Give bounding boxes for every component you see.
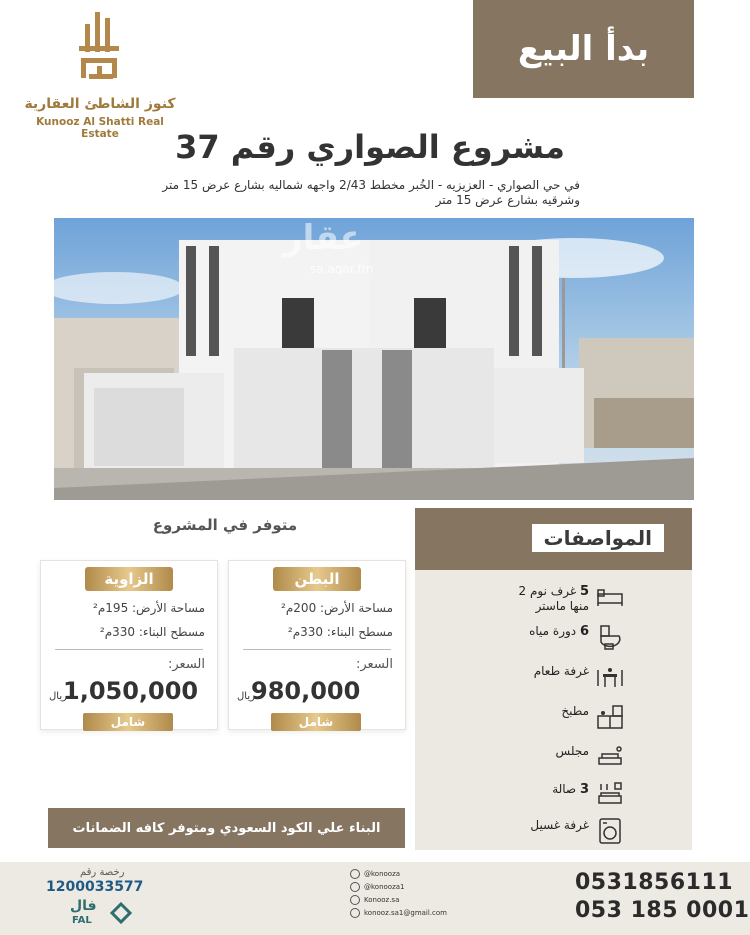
spec-text — [419, 818, 589, 832]
tiktok-icon — [350, 869, 360, 879]
fal-logo-icon — [110, 902, 132, 924]
spec-number: 3 — [579, 782, 589, 797]
spec-text — [419, 782, 589, 797]
availability-title: متوفر في المشروع — [152, 516, 298, 534]
address-line-1: في حي الصواري - العزيزيه - الخُبر مخطط 2/43 واجهه شماليه بشارع عرض 15 متر — [162, 178, 580, 192]
snapchat-icon — [350, 895, 360, 905]
watermark-ar: عقار — [283, 218, 364, 258]
spec-majlis — [415, 740, 625, 776]
fal-logo-en: FAL — [72, 915, 92, 926]
unit-card-zawia — [40, 560, 218, 730]
social-tiktok[interactable] — [350, 869, 400, 879]
bed-icon — [595, 582, 625, 612]
currency: ريال — [237, 691, 255, 702]
spec-bathrooms — [415, 620, 625, 656]
spec-dining — [415, 660, 625, 696]
sale-started-banner — [473, 0, 694, 98]
inclusive-badge: شامل — [271, 713, 361, 731]
social-snapchat[interactable] — [350, 895, 399, 905]
divider — [243, 649, 391, 650]
spec-label: دورة مياه — [529, 624, 577, 638]
sale-banner-text: بدأ البيع — [517, 29, 650, 69]
price-value: 980,000 — [251, 677, 361, 705]
currency: ريال — [49, 691, 67, 702]
unit-label: البطن — [273, 567, 361, 591]
spec-label: مجلس — [555, 744, 589, 758]
fal-logo-ar: فال — [70, 898, 97, 914]
spec-text — [419, 744, 589, 758]
villa-illustration — [54, 218, 694, 500]
spec-text — [419, 584, 589, 613]
license-label: رخصة رقم — [80, 867, 125, 878]
guarantee-banner: البناء علي الكود السعودي ومتوفر كافه الضمانات — [48, 808, 405, 848]
spec-kitchen — [415, 700, 625, 736]
specs-header — [415, 508, 692, 570]
license-number: 1200033577 — [46, 879, 144, 895]
toilet-icon — [595, 622, 625, 652]
land-area: مساحة الأرض: 195م² — [93, 601, 205, 615]
specs-title: المواصفات — [532, 524, 665, 552]
social-handle: Konooz.sa — [364, 896, 400, 904]
spec-bedrooms — [415, 580, 625, 616]
spec-text — [419, 664, 589, 678]
email-icon — [350, 908, 360, 918]
instagram-icon — [350, 882, 360, 892]
living-room-icon — [595, 780, 625, 810]
building-area: مسطح البناء: 330م² — [287, 625, 393, 639]
spec-text — [419, 624, 589, 639]
majlis-icon — [595, 742, 625, 772]
social-handle: @konooza — [364, 870, 401, 878]
company-logo — [20, 8, 180, 140]
unit-card-batn — [228, 560, 406, 730]
watermark-en: sa.aqar.fm — [310, 262, 374, 276]
land-area: مساحة الأرض: 200م² — [281, 601, 393, 615]
spec-laundry — [415, 814, 625, 850]
spec-number: 6 — [579, 624, 589, 639]
price-label: السعر: — [356, 657, 393, 672]
building-area: مسطح البناء: 330م² — [99, 625, 205, 639]
phone-number-2[interactable]: 053 185 0001 — [575, 898, 750, 923]
dining-icon — [595, 662, 625, 692]
social-instagram[interactable] — [350, 882, 405, 892]
spec-label: غرفة غسيل — [530, 818, 589, 832]
spec-label: غرف نوم 2 — [518, 584, 577, 598]
logo-name-en: Kunooz Al Shatti Real Estate — [36, 116, 164, 140]
property-photo — [54, 218, 694, 500]
logo-mark-icon — [75, 12, 125, 92]
spec-text — [419, 704, 589, 718]
inclusive-badge: شامل — [83, 713, 173, 731]
social-handle: konooz.sa1@gmail.com — [364, 909, 447, 917]
spec-label: غرفة طعام — [533, 664, 589, 678]
address-line-2: وشرقيه بشارع عرض 15 متر — [435, 193, 580, 207]
project-address — [160, 178, 580, 208]
unit-label: الزاوية — [85, 567, 173, 591]
phone-number-1[interactable]: 0531856111 — [575, 870, 734, 895]
social-handle: @konooza1 — [364, 883, 405, 891]
logo-name-ar: كنوز الشاطئ العقارية — [24, 96, 176, 112]
price-label: السعر: — [168, 657, 205, 672]
spec-living-rooms — [415, 778, 625, 814]
spec-label: مطبخ — [561, 704, 589, 718]
washing-machine-icon — [595, 816, 625, 846]
spec-number: 5 — [579, 584, 589, 599]
price-value: 1,050,000 — [63, 677, 199, 705]
spec-label: صالة — [552, 782, 577, 796]
kitchen-icon — [595, 702, 625, 732]
divider — [55, 649, 203, 650]
social-email[interactable] — [350, 908, 447, 918]
spec-sub: منها ماستر — [535, 599, 589, 613]
project-title: مشروع الصواري رقم 37 — [175, 128, 565, 166]
